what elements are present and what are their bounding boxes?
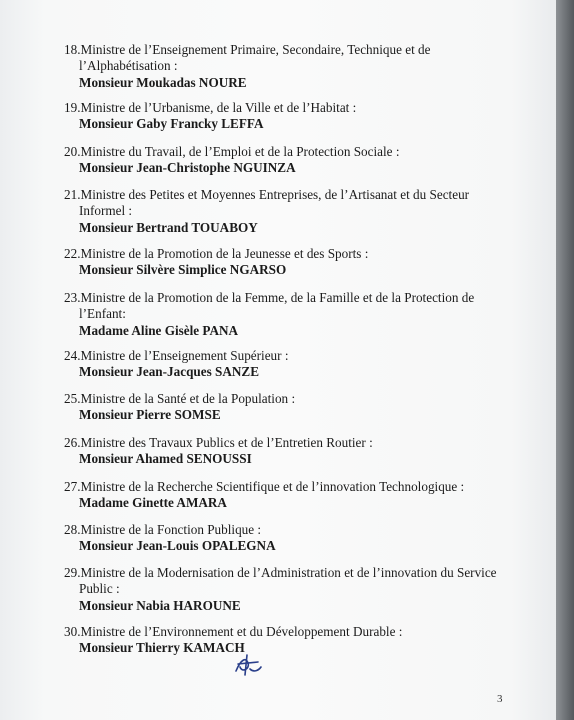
ministry-title: Ministre de l’Enseignement Supérieur :	[80, 348, 289, 363]
item-number: 30.	[64, 624, 81, 639]
list-item	[64, 522, 494, 555]
item-number: 29.	[64, 565, 81, 580]
list-item	[64, 144, 494, 177]
ministry-title: Ministre de la Recherche Scientifique et de l’innovation Technologique :	[80, 479, 465, 494]
list-item	[64, 348, 494, 381]
ministry-title: Ministre de la Promotion de la Jeunesse et des Sports :	[80, 246, 369, 261]
ministry-title: Ministre de l’Enseignement Primaire, Secondaire, Technique et de	[80, 42, 431, 57]
ministry-title: Ministre de l’Urbanisme, de la Ville et de l’Habitat :	[80, 100, 357, 115]
item-number: 20.	[64, 144, 81, 159]
ministry-title: Ministre de l’Environnement et du Développement Durable :	[80, 624, 403, 639]
ministry-title-continued: Public :	[79, 581, 120, 597]
ministry-title: Ministre de la Modernisation de l’Administration et de l’innovation du Service	[80, 565, 497, 580]
list-item	[64, 624, 494, 657]
list-item	[64, 391, 494, 424]
page-number: 3	[497, 693, 503, 705]
ministry-title-continued: Informel :	[79, 203, 133, 219]
ministry-title: Ministre des Travaux Publics et de l’Entretien Routier :	[80, 435, 373, 450]
item-number: 23.	[64, 290, 81, 305]
item-number: 28.	[64, 522, 81, 537]
ministry-title: Ministre des Petites et Moyennes Entreprises, de l’Artisanat et du Secteur	[80, 187, 470, 202]
ministry-title-continued: l’Enfant:	[79, 306, 126, 322]
minister-name: Monsieur Jean-Louis OPALEGNA	[79, 538, 276, 554]
item-number: 25.	[64, 391, 81, 406]
item-number: 19.	[64, 100, 81, 115]
ministry-title: Ministre du Travail, de l’Emploi et de la Protection Sociale :	[80, 144, 400, 159]
ministry-title: Ministre de la Promotion de la Femme, de la Famille et de la Protection de	[80, 290, 475, 305]
item-number: 21.	[64, 187, 81, 202]
ministry-title-continued: l’Alphabétisation :	[79, 58, 178, 74]
minister-name: Madame Ginette AMARA	[79, 495, 227, 511]
minister-name: Madame Aline Gisèle PANA	[79, 322, 239, 338]
list-item	[64, 246, 494, 279]
item-number: 27.	[64, 479, 81, 494]
signature-initials-icon	[232, 651, 264, 679]
minister-name: Monsieur Gaby Francky LEFFA	[79, 116, 264, 132]
item-number: 18.	[64, 42, 81, 57]
minister-name: Monsieur Thierry KAMACH	[79, 640, 245, 656]
list-item	[64, 565, 497, 614]
list-item	[64, 187, 494, 236]
minister-name: Monsieur Ahamed SENOUSSI	[79, 451, 252, 467]
minister-name: Monsieur Jean-Jacques SANZE	[79, 364, 260, 380]
list-item	[64, 42, 494, 91]
minister-name: Monsieur Nabia HAROUNE	[79, 597, 241, 613]
ministry-title: Ministre de la Fonction Publique :	[80, 522, 262, 537]
page-edge-shadow	[556, 0, 574, 720]
ministry-title: Ministre de la Santé et de la Population :	[80, 391, 296, 406]
list-item	[64, 100, 494, 133]
list-item	[64, 479, 494, 512]
list-item	[64, 290, 494, 339]
minister-name: Monsieur Moukadas NOURE	[79, 74, 247, 90]
minister-name: Monsieur Jean-Christophe NGUINZA	[79, 160, 296, 176]
list-item	[64, 435, 494, 468]
minister-name: Monsieur Silvère Simplice NGARSO	[79, 262, 287, 278]
item-number: 26.	[64, 435, 81, 450]
minister-name: Monsieur Pierre SOMSE	[79, 407, 221, 423]
item-number: 22.	[64, 246, 81, 261]
minister-name: Monsieur Bertrand TOUABOY	[79, 219, 258, 235]
item-number: 24.	[64, 348, 81, 363]
